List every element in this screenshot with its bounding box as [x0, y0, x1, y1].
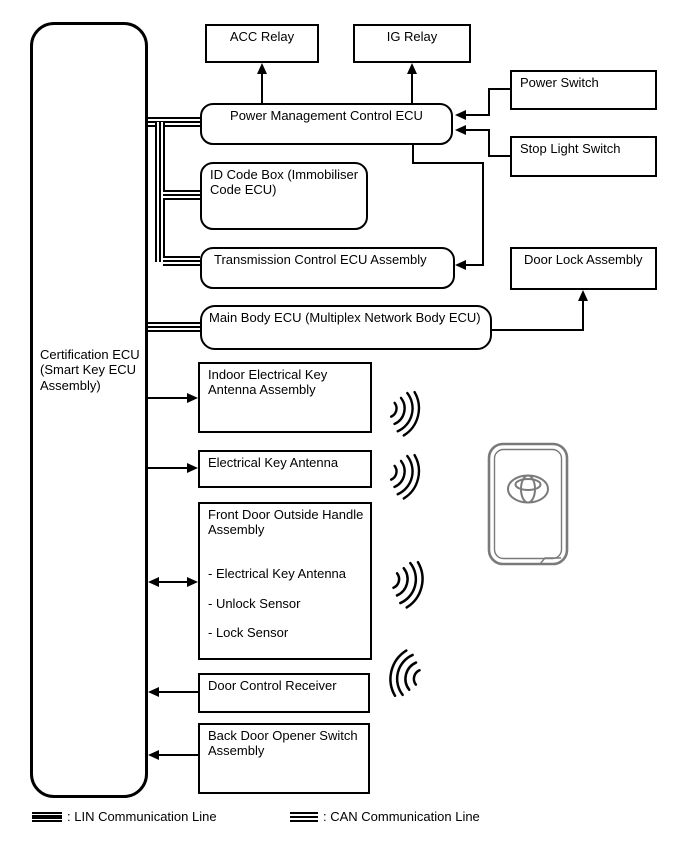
can-legend-label: : CAN Communication Line — [323, 809, 480, 824]
arrowhead-indoor-antenna — [187, 393, 198, 403]
acc-relay-box — [205, 24, 319, 63]
radio-waves-incoming-icon — [381, 648, 427, 700]
electrical-key-antenna-box — [198, 450, 372, 488]
arrowhead-stop-light — [455, 125, 466, 135]
wire-to-front-door — [157, 581, 190, 583]
wire-pm-to-transmission-4 — [464, 264, 482, 266]
arrowhead-front-door-right — [187, 577, 198, 587]
front-door-handle-label: Front Door Outside Handle Assembly — [208, 507, 364, 538]
certification-ecu-box — [30, 22, 148, 798]
power-management-ecu-box — [200, 103, 453, 145]
indoor-antenna-label: Indoor Electrical Key Antenna Assembly — [208, 367, 328, 398]
transmission-ecu-label: Transmission Control ECU Assembly — [214, 252, 427, 267]
power-switch-label: Power Switch — [520, 75, 599, 90]
indoor-antenna-box — [198, 362, 372, 433]
can-line-legend-glyph — [290, 812, 318, 822]
wire-power-switch-2 — [488, 88, 490, 116]
wire-power-switch-3 — [464, 114, 490, 116]
arrowhead-door-receiver — [148, 687, 159, 697]
acc-relay-label: ACC Relay — [229, 29, 295, 44]
wire-pm-to-transmission-3 — [482, 162, 484, 266]
front-door-item-unlock-sensor: - Unlock Sensor — [208, 596, 301, 611]
arrowhead-acc-relay — [257, 63, 267, 74]
smart-key-fob — [487, 442, 569, 566]
wire-stop-light-1 — [488, 155, 510, 157]
ig-relay-box — [353, 24, 471, 63]
electrical-key-antenna-label: Electrical Key Antenna — [208, 455, 339, 470]
ig-relay-label: IG Relay — [386, 29, 438, 44]
wire-from-door-receiver — [157, 691, 198, 693]
power-management-ecu-label: Power Management Control ECU — [230, 108, 423, 123]
door-control-receiver-label: Door Control Receiver — [208, 678, 337, 693]
power-switch-box — [510, 70, 657, 110]
front-door-handle-box — [198, 502, 372, 660]
door-control-receiver-box — [198, 673, 370, 713]
arrowhead-door-lock — [578, 290, 588, 301]
certification-ecu-label: Certification ECU (Smart Key ECU Assembly) — [40, 347, 140, 393]
wire-from-back-door — [157, 754, 198, 756]
arrowhead-front-door-left — [148, 577, 159, 587]
wire-stop-light-2 — [488, 129, 490, 157]
arrowhead-ig-relay — [407, 63, 417, 74]
id-code-box — [200, 162, 368, 230]
lin-legend-label: : LIN Communication Line — [67, 809, 217, 824]
wire-to-key-antenna — [148, 467, 190, 469]
wire-pm-to-acc-relay — [261, 72, 263, 103]
stop-light-switch-box — [510, 136, 657, 177]
stop-light-switch-label: Stop Light Switch — [520, 141, 621, 156]
arrowhead-power-switch — [455, 110, 466, 120]
wire-power-switch-1 — [488, 88, 510, 90]
wire-mainbody-to-doorlock-2 — [582, 298, 584, 331]
arrowhead-transmission — [455, 260, 466, 270]
front-door-item-antenna: - Electrical Key Antenna — [208, 566, 347, 581]
lin-line-legend-glyph — [32, 812, 62, 822]
door-lock-assembly-box — [510, 247, 657, 290]
back-door-opener-label: Back Door Opener Switch Assembly — [208, 728, 358, 759]
can-line-to-main-body-ecu — [148, 322, 200, 332]
wire-mainbody-to-doorlock-1 — [491, 329, 584, 331]
wire-to-indoor-antenna — [148, 397, 190, 399]
arrowhead-back-door — [148, 750, 159, 760]
can-line-to-transmission-ecu — [163, 256, 200, 266]
wire-pm-to-transmission-2 — [412, 162, 484, 164]
back-door-opener-box — [198, 723, 370, 794]
main-body-ecu-box — [200, 305, 492, 350]
radio-waves-icon — [386, 558, 432, 610]
arrowhead-key-antenna — [187, 463, 198, 473]
wire-pm-to-ig-relay — [411, 72, 413, 103]
transmission-ecu-box — [200, 247, 455, 289]
radio-waves-icon — [384, 389, 428, 437]
main-body-ecu-label: Main Body ECU (Multiplex Network Body ECU) — [209, 310, 481, 325]
can-line-to-id-code-box — [163, 190, 200, 200]
front-door-item-lock-sensor: - Lock Sensor — [208, 625, 289, 640]
id-code-box-label: ID Code Box (Immobiliser Code ECU) — [210, 167, 359, 198]
wire-stop-light-3 — [464, 129, 490, 131]
radio-waves-icon — [384, 452, 428, 500]
door-lock-assembly-label: Door Lock Assembly — [524, 252, 643, 267]
